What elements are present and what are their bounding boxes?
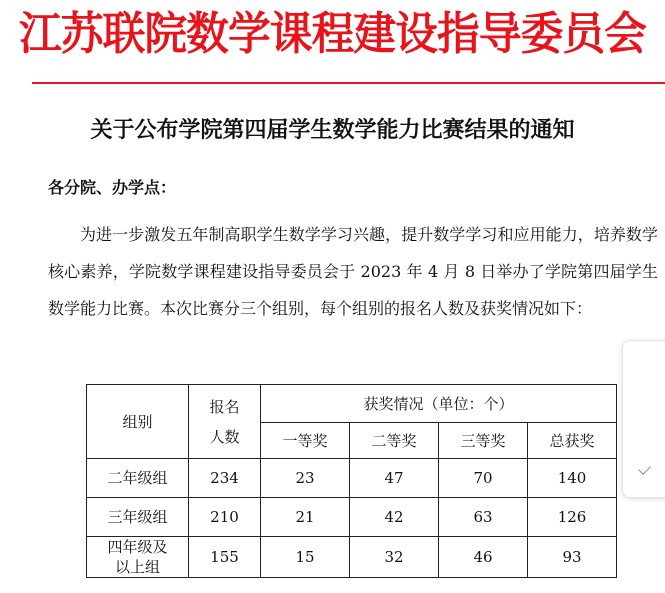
notice-title: 关于公布学院第四届学生数学能力比赛结果的通知 <box>90 118 575 143</box>
header-registered-line2: 人数 <box>209 427 240 446</box>
org-header: 江苏联院数学课程建设指导委员会 <box>18 7 646 60</box>
table-row <box>87 537 617 578</box>
awards-table <box>86 384 617 578</box>
cell-registered: 234 <box>189 459 261 498</box>
table-row <box>87 498 617 537</box>
header-first: 一等奖 <box>261 423 350 459</box>
floating-side-panel[interactable] <box>622 340 665 498</box>
header-group: 组别 <box>87 385 189 459</box>
cell-second: 47 <box>350 459 439 498</box>
cell-group: 三年级组 <box>87 498 189 537</box>
header-registered-line1: 报名 <box>209 397 240 416</box>
cell-total: 126 <box>528 498 617 537</box>
cell-first: 21 <box>261 498 350 537</box>
header-second: 二等奖 <box>350 423 439 459</box>
header-awards: 获奖情况（单位：个） <box>261 385 617 423</box>
table-header-row <box>87 385 617 423</box>
header-third: 三等奖 <box>439 423 528 459</box>
cell-group: 二年级组 <box>87 459 189 498</box>
cell-first: 23 <box>261 459 350 498</box>
cell-third: 46 <box>439 537 528 578</box>
cell-third: 63 <box>439 498 528 537</box>
cell-second: 42 <box>350 498 439 537</box>
header-registered <box>189 385 261 459</box>
cell-total: 93 <box>528 537 617 578</box>
table-row <box>87 459 617 498</box>
cell-registered: 210 <box>189 498 261 537</box>
cell-total: 140 <box>528 459 617 498</box>
cell-group <box>87 537 189 578</box>
cell-third: 70 <box>439 459 528 498</box>
cell-registered: 155 <box>189 537 261 578</box>
header-divider <box>32 82 665 84</box>
header-total: 总获奖 <box>528 423 617 459</box>
cell-second: 32 <box>350 537 439 578</box>
check-icon[interactable] <box>638 462 651 475</box>
cell-first: 15 <box>261 537 350 578</box>
recipient-line: 各分院、办学点： <box>48 178 177 197</box>
notice-body: 为进一步激发五年制高职学生数学学习兴趣，提升数学学习和应用能力，培养数学核心素养，学院数学课程建设指导委员会于 2023 年 4 月 8 日举办了学院第四届学生数学能力比赛。本次比赛分三个组别，每个组别的报名人数及获奖情况如下： <box>48 225 658 318</box>
cell-group-line2: 以上组 <box>114 558 160 576</box>
cell-group-line1: 四年级及 <box>107 538 168 556</box>
